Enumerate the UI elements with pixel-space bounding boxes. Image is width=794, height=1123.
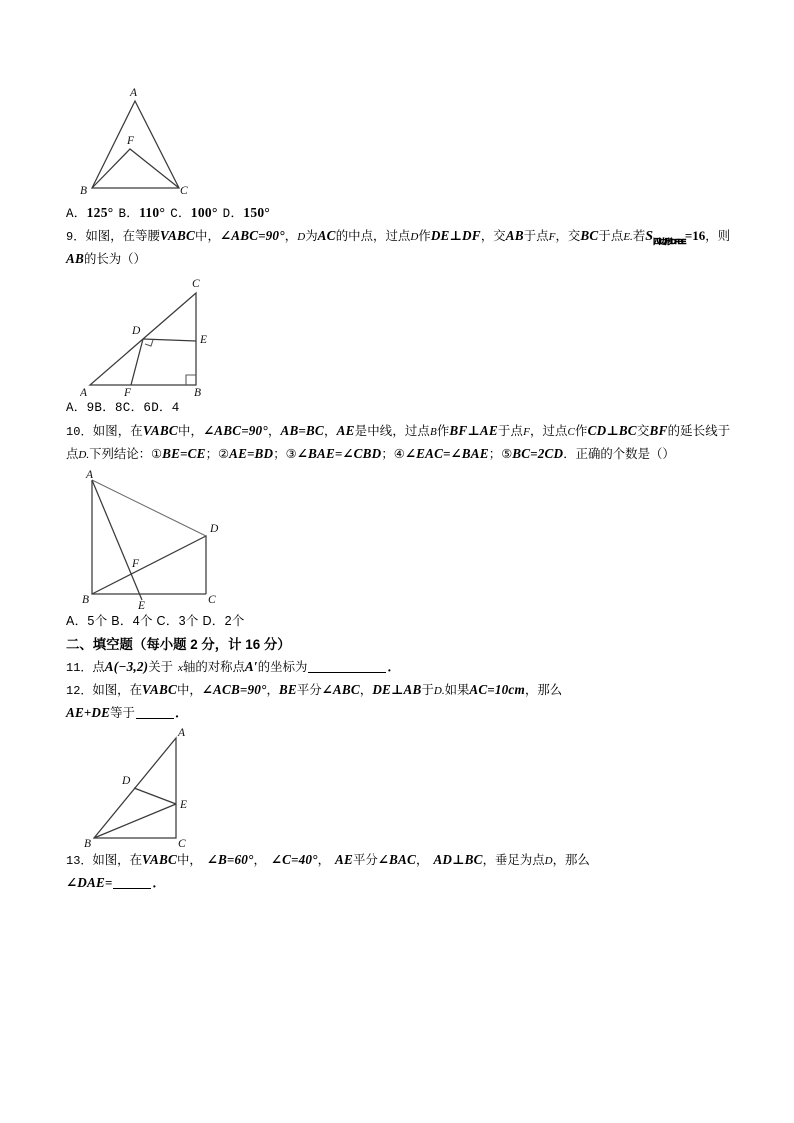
q10-c1: ①: [151, 447, 163, 461]
q10-t12: 下列结论：: [89, 447, 152, 461]
q10-t14: ；: [273, 447, 286, 461]
q10-m10: BC: [618, 423, 637, 438]
q10-c4: ④: [393, 447, 405, 461]
q10-m17: ∠CBD: [342, 446, 382, 461]
segments-ab-bc: [92, 480, 206, 594]
q9-t9: ，交: [555, 229, 581, 243]
label-B: B: [82, 594, 90, 606]
q12-m2: ∠ACB: [201, 682, 241, 697]
q13-m9: BC: [464, 852, 483, 867]
q9-m9: AB: [66, 251, 84, 266]
q10-eq4: =: [247, 446, 255, 461]
q10-m5: BC: [305, 423, 324, 438]
q13-text: [66, 849, 730, 894]
q10-text: [66, 420, 730, 466]
q10-t17: ．正确的个数是（）: [563, 447, 675, 461]
q13-t2: 中，: [176, 853, 202, 867]
q9-m2: ∠ABC: [219, 228, 259, 243]
q8-option-d-prefix: D．: [222, 207, 244, 221]
segment-ad: [92, 480, 206, 536]
label-F: F: [124, 387, 132, 397]
q9-m8: BC: [580, 228, 599, 243]
label-D: D: [122, 775, 131, 787]
q9-eq1: =: [258, 228, 266, 243]
q13-t6: ，: [416, 853, 429, 867]
q12-t8: ，那么: [524, 683, 563, 697]
q10-eq1: =: [241, 423, 249, 438]
q10-perp1: ⊥: [467, 423, 480, 438]
right-angle-b: [186, 375, 196, 385]
label-E: E: [200, 334, 208, 346]
q13-m8: AD: [433, 852, 453, 867]
q9-t6: 作: [418, 229, 431, 243]
q12-m10: AE: [66, 705, 84, 720]
label-A: A: [130, 87, 138, 99]
q8-option-b: 110°: [139, 205, 166, 220]
q9-s-symbol: S: [645, 229, 654, 244]
q11-t5: ．: [387, 659, 401, 674]
q10-m16: ∠BAE: [296, 446, 335, 461]
segment-de: [134, 788, 176, 804]
q13-p1: D: [544, 855, 553, 867]
segment-df: [131, 339, 143, 385]
q12-t2: 中，: [176, 683, 202, 697]
q12-m4: BE: [278, 682, 297, 697]
q9-t2: 中，: [195, 229, 220, 243]
q9-perp1: ⊥: [449, 228, 463, 243]
q10-p1: B: [429, 426, 437, 438]
q10-m20: BC: [512, 446, 531, 461]
q10-t2: 中，: [177, 424, 204, 438]
q9-t12: ，则: [705, 229, 731, 243]
label-D: D: [210, 523, 219, 535]
q10-c2: ②: [217, 447, 230, 461]
q13-perp1: ⊥: [452, 852, 465, 867]
q13-m2: ∠B: [206, 852, 228, 867]
q10-t8: ，过点: [529, 424, 568, 438]
q12-eq1: =: [240, 682, 248, 697]
segments-bf-fc: [92, 149, 179, 188]
q13-t7: ，垂足为点: [482, 853, 545, 867]
q10-t7: 于点: [497, 424, 524, 438]
q11-t2: 关于: [148, 660, 174, 674]
label-B: B: [80, 185, 88, 197]
q10-t10: 交: [636, 424, 650, 438]
q9-s-subscript: 四边形DFBE: [653, 237, 685, 246]
q12-m11: DE: [91, 705, 111, 720]
label-A: A: [80, 387, 88, 397]
q12-m9: 10cm: [494, 682, 525, 697]
q13-m5: 40°: [298, 852, 318, 867]
q9-t5: 的中点，过点: [335, 229, 411, 243]
q9-number: 9．: [66, 230, 86, 244]
q10-options: [66, 611, 730, 632]
q12-number: 12．: [66, 684, 93, 698]
label-F: F: [127, 135, 135, 147]
q10-t11: 的延长线于点: [66, 424, 731, 461]
label-C: C: [178, 838, 186, 848]
q10-t15: ；: [381, 447, 394, 461]
q8-option-b-prefix: B．: [118, 207, 140, 221]
q10-eq2: =: [298, 423, 306, 438]
q12-t4: 平分: [296, 683, 322, 697]
q12-m1: VABC: [141, 682, 177, 697]
q13-answer-blank[interactable]: [113, 888, 151, 889]
q9-m3: 90°: [265, 228, 285, 243]
q10-m7: BF: [449, 423, 468, 438]
q13-m1: VABC: [141, 852, 177, 867]
q10-m6: AE: [336, 423, 355, 438]
q10-m12: BE: [162, 446, 181, 461]
segment-de: [143, 339, 196, 341]
q10-p3: C: [567, 426, 575, 438]
q13-m10: ∠DAE: [66, 875, 105, 890]
segments-cd-db: [92, 536, 206, 594]
q13-t3: ，: [253, 853, 266, 867]
segment-ae: [92, 480, 142, 600]
q9-p2: D: [410, 231, 419, 243]
q9-p4: E.: [623, 231, 633, 243]
q12-m6: DE: [372, 682, 392, 697]
q11-t1: 点: [92, 660, 105, 674]
label-E: E: [180, 799, 188, 811]
label-D: D: [132, 325, 141, 337]
q9-t8: 于点: [523, 229, 549, 243]
q12-m8: AC: [469, 682, 488, 697]
q10-t13: ；: [205, 447, 218, 461]
q10-m13: CE: [187, 446, 206, 461]
q12-m3: 90°: [247, 682, 267, 697]
q10-m21: 2CD: [537, 446, 564, 461]
q10-m1: VABC: [142, 423, 178, 438]
q12-m5: ∠ABC: [321, 682, 360, 697]
q10-p2: F: [523, 426, 530, 438]
q10-t4: ，: [323, 424, 337, 438]
q10-eq3: =: [180, 446, 188, 461]
q12-text: [66, 679, 730, 724]
q8-option-a-prefix: A．: [66, 207, 87, 221]
q10-m3: 90°: [248, 423, 268, 438]
q10-m18: ∠EAC: [404, 446, 444, 461]
q9-text: [66, 225, 730, 270]
q10-m11: BF: [649, 423, 668, 438]
q9-s-eq: =16: [684, 228, 706, 243]
q9-t4: 为: [305, 229, 318, 243]
q10-t16: ；: [488, 447, 502, 461]
q11-x-axis: x: [178, 662, 183, 674]
q8-figure-svg: [70, 78, 310, 200]
q13-t9: ．: [152, 875, 166, 890]
q13-m3: 60°: [234, 852, 254, 867]
label-C: C: [180, 185, 188, 197]
q11-t4: 的坐标为: [257, 660, 308, 674]
q12-plus: +: [84, 705, 92, 720]
q10-perp2: ⊥: [606, 423, 619, 438]
q12-t7: 如果: [444, 683, 470, 697]
q9-t3: ，: [284, 229, 298, 243]
q10-eq6: =: [443, 446, 451, 461]
q12-eq2: =: [487, 682, 495, 697]
q9-t10: 于点: [598, 229, 624, 243]
q11-m1: A: [104, 659, 114, 674]
q10-number: 10．: [66, 425, 93, 439]
q10-eq5: =: [334, 446, 343, 461]
q12-t3: ，: [266, 683, 279, 697]
q13-m7: ∠BAC: [377, 852, 417, 867]
q9-p3: F: [548, 231, 556, 243]
q9-figure: [80, 273, 730, 397]
q12-figure-svg: [84, 726, 314, 848]
q10-figure-svg: [80, 470, 330, 610]
label-A: A: [86, 470, 94, 481]
q10-c3: ③: [285, 447, 297, 461]
q10-m15: BD: [254, 446, 274, 461]
q9-p1: D: [297, 231, 306, 243]
q9-t13: 的长为（）: [84, 252, 146, 266]
label-C: C: [208, 594, 216, 606]
q12-t5: ，: [359, 683, 373, 697]
page-content: [66, 78, 730, 894]
q10-options-text: A．5个 B．4个 C．3个 D．2个: [66, 614, 245, 628]
q8-option-c: 100°: [190, 205, 218, 220]
q10-t3: ，: [267, 424, 281, 438]
q9-m5: DE: [430, 228, 450, 243]
q11-text: [66, 656, 730, 679]
q9-t7: ，交: [480, 229, 506, 243]
right-angle-d: [145, 340, 153, 346]
q13-number: 13．: [66, 854, 93, 868]
q13-m6: AE: [335, 852, 354, 867]
q10-c5: ⑤: [501, 447, 513, 461]
label-B: B: [194, 387, 202, 397]
q9-m7: AB: [505, 228, 524, 243]
q8-option-d: 150°: [243, 205, 271, 220]
q8-figure: [70, 78, 730, 200]
q10-m2: ∠ABC: [203, 423, 242, 438]
q12-figure: [84, 726, 730, 848]
q13-t1: 如图，在: [92, 853, 142, 867]
label-B: B: [84, 838, 92, 848]
q10-m8: AE: [479, 423, 498, 438]
q9-figure-svg: [80, 273, 310, 397]
q10-m9: CD: [587, 423, 607, 438]
q12-answer-blank[interactable]: [136, 718, 174, 719]
q10-t6: 作: [436, 424, 450, 438]
q13-t4: ，: [317, 853, 331, 867]
q9-t11: 若: [632, 229, 646, 243]
q9-m6: DF: [462, 228, 481, 243]
q9-m4: AC: [317, 228, 336, 243]
q13-eq2: =: [291, 852, 299, 867]
q10-t5: 是中线，过点: [354, 424, 430, 438]
label-A: A: [178, 727, 186, 739]
label-E: E: [138, 600, 146, 610]
label-C: C: [192, 278, 200, 290]
q12-t1: 如图，在: [92, 683, 142, 697]
q12-perp1: ⊥: [391, 682, 404, 697]
q10-m4: AB: [280, 423, 299, 438]
q9-t1: 如图，在等腰: [85, 229, 160, 243]
q11-m2: A′: [244, 659, 258, 674]
q10-eq7: =: [530, 446, 538, 461]
q8-option-a: 125°: [86, 205, 114, 220]
q11-number: 11．: [66, 661, 93, 675]
q12-m7: AB: [403, 682, 422, 697]
q13-eq3: =: [104, 875, 113, 890]
segment-be: [94, 804, 176, 838]
q12-t10: ．: [174, 705, 188, 720]
q13-t5: 平分: [353, 853, 378, 867]
q11-t3: 轴的对称点: [182, 660, 245, 674]
q8-options: [66, 203, 730, 224]
q12-t6: 于: [421, 683, 434, 697]
q9-m1: VABC: [159, 228, 195, 243]
q11-answer-blank[interactable]: [308, 672, 386, 673]
q10-m19: ∠BAE: [450, 446, 489, 461]
q10-t1: 如图，在: [92, 424, 143, 438]
q12-t9: 等于: [110, 706, 135, 720]
q13-eq1: =: [227, 852, 235, 867]
q8-option-c-prefix: C．: [170, 207, 191, 221]
q13-t8: ，那么: [552, 853, 590, 867]
section-2-heading: 二、填空题（每小题 2 分，计 16 分）: [66, 637, 291, 652]
q13-m4: ∠C: [270, 852, 292, 867]
q10-t9: 作: [574, 424, 588, 438]
q12-p1: D.: [433, 685, 445, 697]
q9-options: A．9B．8C．6D．4: [66, 401, 180, 415]
q10-m14: AE: [229, 446, 248, 461]
q10-p4: D.: [78, 449, 90, 461]
q9-area-symbol: [645, 226, 685, 248]
q10-figure: [80, 470, 730, 610]
label-F: F: [132, 558, 140, 570]
q11-m1b: (−3,2): [113, 659, 149, 674]
